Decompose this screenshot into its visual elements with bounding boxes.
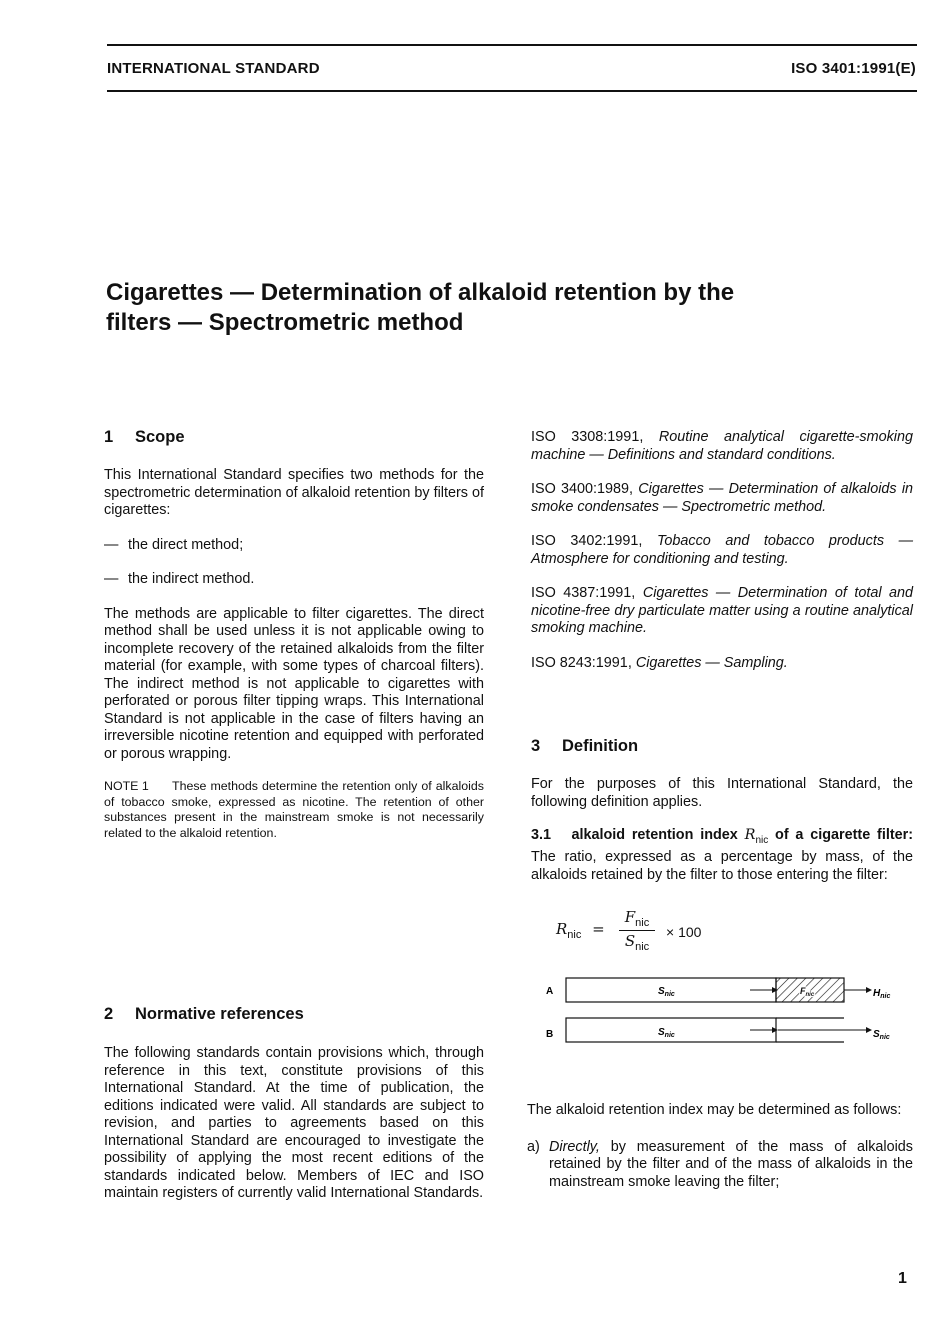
- reference-item: ISO 8243:1991, Cigarettes — Sampling.: [531, 654, 788, 671]
- scope-item-direct: — the direct method;: [104, 536, 244, 553]
- diagram-h-label: $H_{nic}$: [873, 988, 891, 1000]
- filter-hatched-a: [776, 978, 844, 1002]
- note-label: NOTE 1: [104, 779, 149, 793]
- definition-term: 3.1 alkaloid retention index $R_{nic}$ of a cigarette filter: The ratio, expressed as a percentage by mass, of the alkaloids retained by the filter to those entering the filter:: [531, 827, 914, 883]
- definition-body: [531, 776, 913, 884]
- diagram-label-a: A: [546, 986, 554, 997]
- normative-body: [104, 1045, 484, 1203]
- normative-paragraph: The following standards contain provisions which, through reference in this text, constitute provisions of this International Standard. At the time of publication, the editions indicated were valid. All standards are subject to revision, and parties to agreements based on this International Standard are encouraged to investigate the possibility of applying the most recent editions of the standards indicated below. Members of IEC and ISO maintain registers of currently valid International Standards.: [104, 1045, 484, 1201]
- diagram-s-out-label: $S_{nic}$: [873, 1029, 890, 1041]
- definition-intro: For the purposes of this International Standard, the following definition applies.: [531, 776, 913, 810]
- reference-item: ISO 3308:1991, Routine analytical cigarette-smoking machine — Definitions and standard conditions.: [531, 429, 914, 463]
- header-left: INTERNATIONAL STANDARD: [107, 60, 320, 77]
- title-line-1: Cigarettes — Determination of alkaloid retention by the: [106, 279, 735, 306]
- formula-fraction: $F_{nic}$ $S_{nic}$: [619, 908, 655, 953]
- definition-continued: [527, 1102, 913, 1191]
- scope-paragraph: The methods are applicable to filter cigarettes. The direct method shall be used unless it is not applicable owing to incomplete recovery of the retained alkaloids from the filter material (for example, with some types of charcoal filters). The indirect method is not applicable to cigarettes with perforated or porous filter tipping wraps. This International Standard is not applicable in the case of filters having an irreversible nicotine retention and equipped with perforated or porous wrapping.: [104, 605, 484, 762]
- scope-intro: This International Standard specifies two methods for the spectrometric determination of alkaloid retention by filters of cigarettes:: [104, 467, 484, 518]
- definition-heading: 3 Definition: [531, 737, 639, 755]
- arrowhead-a2: [866, 987, 872, 993]
- reference-item: ISO 4387:1991, Cigarettes — Determination of total and nicotine-free dry particulate matter using a routine analytical smoking machine.: [531, 585, 914, 636]
- filter-retention-diagram: [540, 972, 910, 1052]
- document-title: [106, 278, 846, 338]
- normative-heading: 2 Normative references: [104, 1005, 304, 1023]
- list-item-a-label: a): [527, 1138, 540, 1155]
- header-right: ISO 3401:1991(E): [791, 60, 916, 77]
- determination-intro: The alkaloid retention index may be determined as follows:: [527, 1102, 902, 1118]
- diagram-label-b: B: [546, 1029, 554, 1040]
- reference-item: ISO 3400:1989, Cigarettes — Determination of alkaloids in smoke condensates — Spectrometric method.: [531, 481, 914, 515]
- page-number: 1: [898, 1270, 907, 1287]
- diagram-s-label-a: $S_{nic}$: [658, 986, 675, 998]
- diagram-s-label-b: $S_{nic}$: [658, 1027, 675, 1039]
- cigarette-body-a: [566, 978, 776, 1002]
- scope-body: [104, 467, 484, 841]
- term-symbol: R: [744, 827, 756, 843]
- list-item-a: a) Directly, by measurement of the mass of alkaloids retained by the filter and of the mass of alkaloids in the mainstream smoke leaving the filter;: [527, 1138, 913, 1190]
- reference-list: [531, 429, 913, 672]
- scope-note: [104, 779, 484, 841]
- diagram-f-label-a: $F_{nic}$: [800, 986, 815, 998]
- arrowhead-b2: [866, 1027, 872, 1033]
- header-top-rule: [107, 44, 917, 46]
- scope-heading: 1 Scope: [104, 428, 185, 446]
- note-text: These methods determine the retention only of alkaloids of tobacco smoke, expressed as nicotine. The retention of other substances present in the mainstream smoke is not necessarily related to the alkaloid retention.: [104, 779, 484, 840]
- arrowhead-b1: [772, 1027, 778, 1033]
- reference-item: ISO 3402:1991, Tobacco and tobacco products — Atmosphere for conditioning and testing.: [531, 533, 914, 567]
- header-bottom-rule: [107, 90, 917, 92]
- scope-item-indirect: — the indirect method.: [104, 571, 255, 587]
- title-line-2: filters — Spectrometric method: [106, 309, 464, 336]
